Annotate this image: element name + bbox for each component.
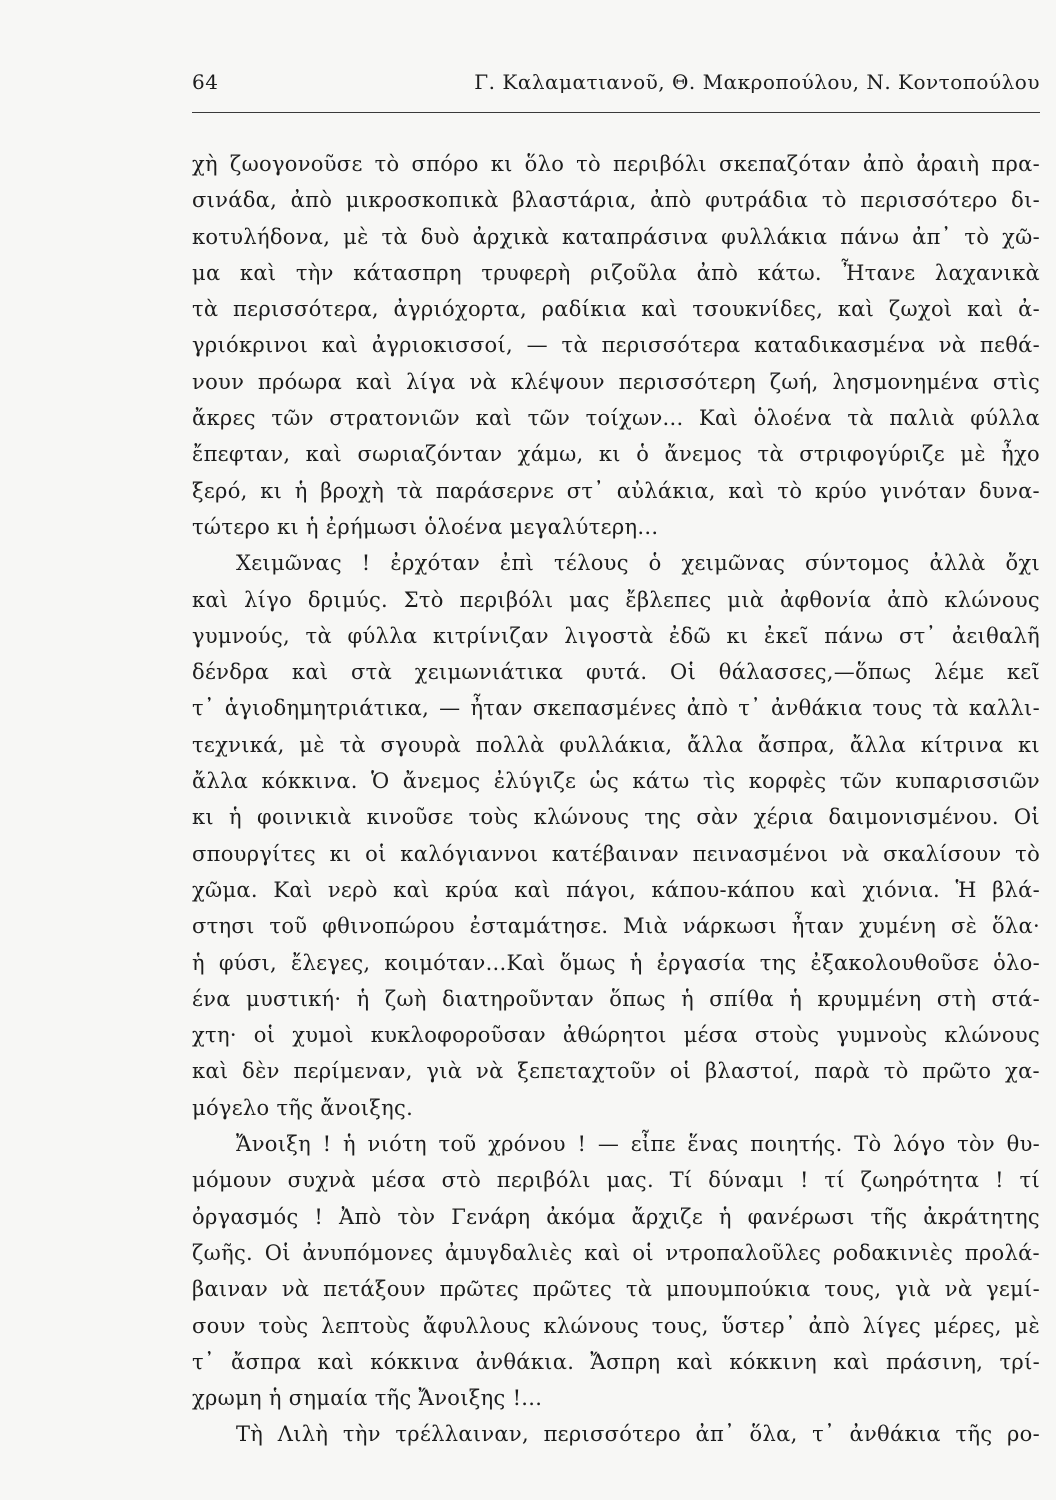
text-line: τώτερο κι ἡ ἐρήμωσι ὁλοένα μεγαλύτερη... (192, 514, 659, 539)
text-line: ἡ φύσι, ἔλεγες, κοιμόταν...Καὶ ὅμως ἡ ἐργασία της ἐξακολουθοῦσε ὁλο- (192, 950, 1041, 975)
page-number: 64 (192, 70, 219, 94)
header-rule (192, 112, 1040, 113)
text-line: σπουργίτες κι οἱ καλόγιαννοι κατέβαιναν πεινασμένοι νὰ σκαλίσουν τὸ (192, 841, 1041, 866)
text-line: νουν πρόωρα καὶ λίγα νὰ κλέψουν περισσότερη ζωή, λησμονημένα στὶς (192, 369, 1041, 394)
body-text (192, 146, 1040, 1453)
text-line: Ἄνοιξη ! ἡ νιότη τοῦ χρόνου ! — εἶπε ἕνας ποιητής. Τὸ λόγο τὸν θυ- (236, 1132, 1041, 1157)
text-line: τ᾿ ἁγιοδημητριάτικα, — ἦταν σκεπασμένες ἀπὸ τ᾿ ἀνθάκια τους τὰ καλλι- (192, 696, 1040, 721)
text-line: Χειμῶνας ! ἐρχόταν ἐπὶ τέλους ὁ χειμῶνας σύντομος ἀλλὰ ὄχι (236, 551, 1041, 576)
text-line: χῶμα. Καὶ νερὸ καὶ κρύα καὶ πάγοι, κάπου-κάπου καὶ χιόνια. Ἡ βλά- (192, 877, 1041, 902)
text-line: ἔπεφταν, καὶ σωριαζόνταν χάμω, κι ὁ ἄνεμος τὰ στριφογύριζε μὲ ἦχο (192, 442, 1040, 467)
text-line: ἄκρες τῶν στρατονιῶν καὶ τῶν τοίχων... Καὶ ὁλοένα τὰ παλιὰ φύλλα (192, 406, 1040, 431)
text-line: τὰ περισσότερα, ἀγριόχορτα, ραδίκια καὶ τσουκνίδες, καὶ ζωχοὶ καὶ ἀ- (192, 297, 1041, 322)
text-line: Τὴ Λιλὴ τὴν τρέλλαιναν, περισσότερο ἀπ᾿ ὅλα, τ᾿ ἀνθάκια τῆς ρο- (236, 1422, 1040, 1447)
text-line: κι ἡ φοινικιὰ κινοῦσε τοὺς κλώνους της σὰν χέρια δαιμονισμένου. Οἱ (192, 805, 1040, 830)
text-line: καὶ δὲν περίμεναν, γιὰ νὰ ξεπεταχτοῦν οἱ βλαστοί, παρὰ τὸ πρῶτο χα- (192, 1059, 1040, 1084)
text-line: χρωμη ἡ σημαία τῆς Ἄνοιξης !... (192, 1386, 543, 1411)
text-line: ζωῆς. Οἱ ἀνυπόμονες ἀμυγδαλιὲς καὶ οἱ ντροπαλοῦλες ροδακινιὲς προλά- (192, 1240, 1040, 1265)
text-line: στησι τοῦ φθινοπώρου ἐσταμάτησε. Μιὰ νάρκωσι ἦταν χυμένη σὲ ὅλα· (192, 914, 1041, 939)
text-line: ἄλλα κόκκινα. Ὁ ἄνεμος ἐλύγιζε ὡς κάτω τὶς κορφὲς τῶν κυπαρισσιῶν (192, 769, 1040, 794)
text-line: γυμνούς, τὰ φύλλα κιτρίνιζαν λιγοστὰ ἐδῶ κι ἐκεῖ πάνω στ᾿ ἀειθαλῆ (192, 623, 1040, 648)
text-line: τεχνικά, μὲ τὰ σγουρὰ πολλὰ φυλλάκια, ἄλλα ἄσπρα, ἄλλα κίτρινα κι (192, 732, 1040, 757)
text-line: σινάδα, ἀπὸ μικροσκοπικὰ βλαστάρια, ἀπὸ φυτράδια τὸ περισσότερο δι- (192, 188, 1041, 213)
text-line: χὴ ζωογονοῦσε τὸ σπόρο κι ὅλο τὸ περιβόλι σκεπαζόταν ἀπὸ ἀραιὴ πρα- (192, 152, 1040, 176)
text-line: χτη· οἱ χυμοὶ κυκλοφοροῦσαν ἀθώρητοι μέσα στοὺς γυμνοὺς κλώνους (192, 1023, 1041, 1048)
text-line: βαιναν νὰ πετάξουν πρῶτες πρῶτες τὰ μπουμπούκια τους, γιὰ νὰ γεμί- (192, 1277, 1040, 1302)
text-line: μόμουν συχνὰ μέσα στὸ περιβόλι μας. Τί δύναμι ! τί ζωηρότητα ! τί (192, 1168, 1040, 1193)
text-line: ὀργασμός ! Ἀπὸ τὸν Γενάρη ἀκόμα ἄρχιζε ἡ φανέρωσι τῆς ἀκράτητης (192, 1204, 1040, 1229)
text-line: σουν τοὺς λεπτοὺς ἄφυλλους κλώνους τους, ὕστερ᾿ ἀπὸ λίγες μέρες, μὲ (192, 1313, 1041, 1338)
header-authors: Γ. Καλαματιανοῦ, Θ. Μακροπούλου, Ν. Κοντοπούλου (474, 70, 1040, 94)
running-header (192, 70, 1040, 94)
text-line: δένδρα καὶ στὰ χειμωνιάτικα φυτά. Οἱ θάλασσες,—ὅπως λέμε κεῖ (192, 660, 1040, 685)
text-line: ένα μυστική· ἡ ζωὴ διατηροῦνταν ὅπως ἡ σπίθα ἡ κρυμμένη στὴ στά- (192, 986, 1040, 1011)
text-line: μα καὶ τὴν κάτασπρη τρυφερὴ ριζοῦλα ἀπὸ κάτω. Ἦτανε λαχανικὰ (192, 260, 1040, 285)
text-line: καὶ λίγο δριμύς. Στὸ περιβόλι μας ἔβλεπες μιὰ ἀφθονία ἀπὸ κλώνους (192, 587, 1040, 612)
text-line: κοτυλήδονα, μὲ τὰ δυὸ ἀρχικὰ καταπράσινα φυλλάκια πάνω ἀπ᾿ τὸ χῶ- (192, 224, 1040, 249)
text-line: τ᾿ ἄσπρα καὶ κόκκινα ἀνθάκια. Ἄσπρη καὶ κόκκινη καὶ πράσινη, τρί- (192, 1349, 1041, 1374)
text-line: ξερό, κι ἡ βροχὴ τὰ παράσερνε στ᾿ αὐλάκια, καὶ τὸ κρύο γινόταν δυνα- (192, 478, 1040, 503)
text-line: μόγελο τῆς ἄνοιξης. (192, 1095, 414, 1120)
text-line: γριόκρινοι καὶ ἀγριοκισσοί, — τὰ περισσότερα καταδικασμένα νὰ πεθά- (192, 333, 1041, 358)
